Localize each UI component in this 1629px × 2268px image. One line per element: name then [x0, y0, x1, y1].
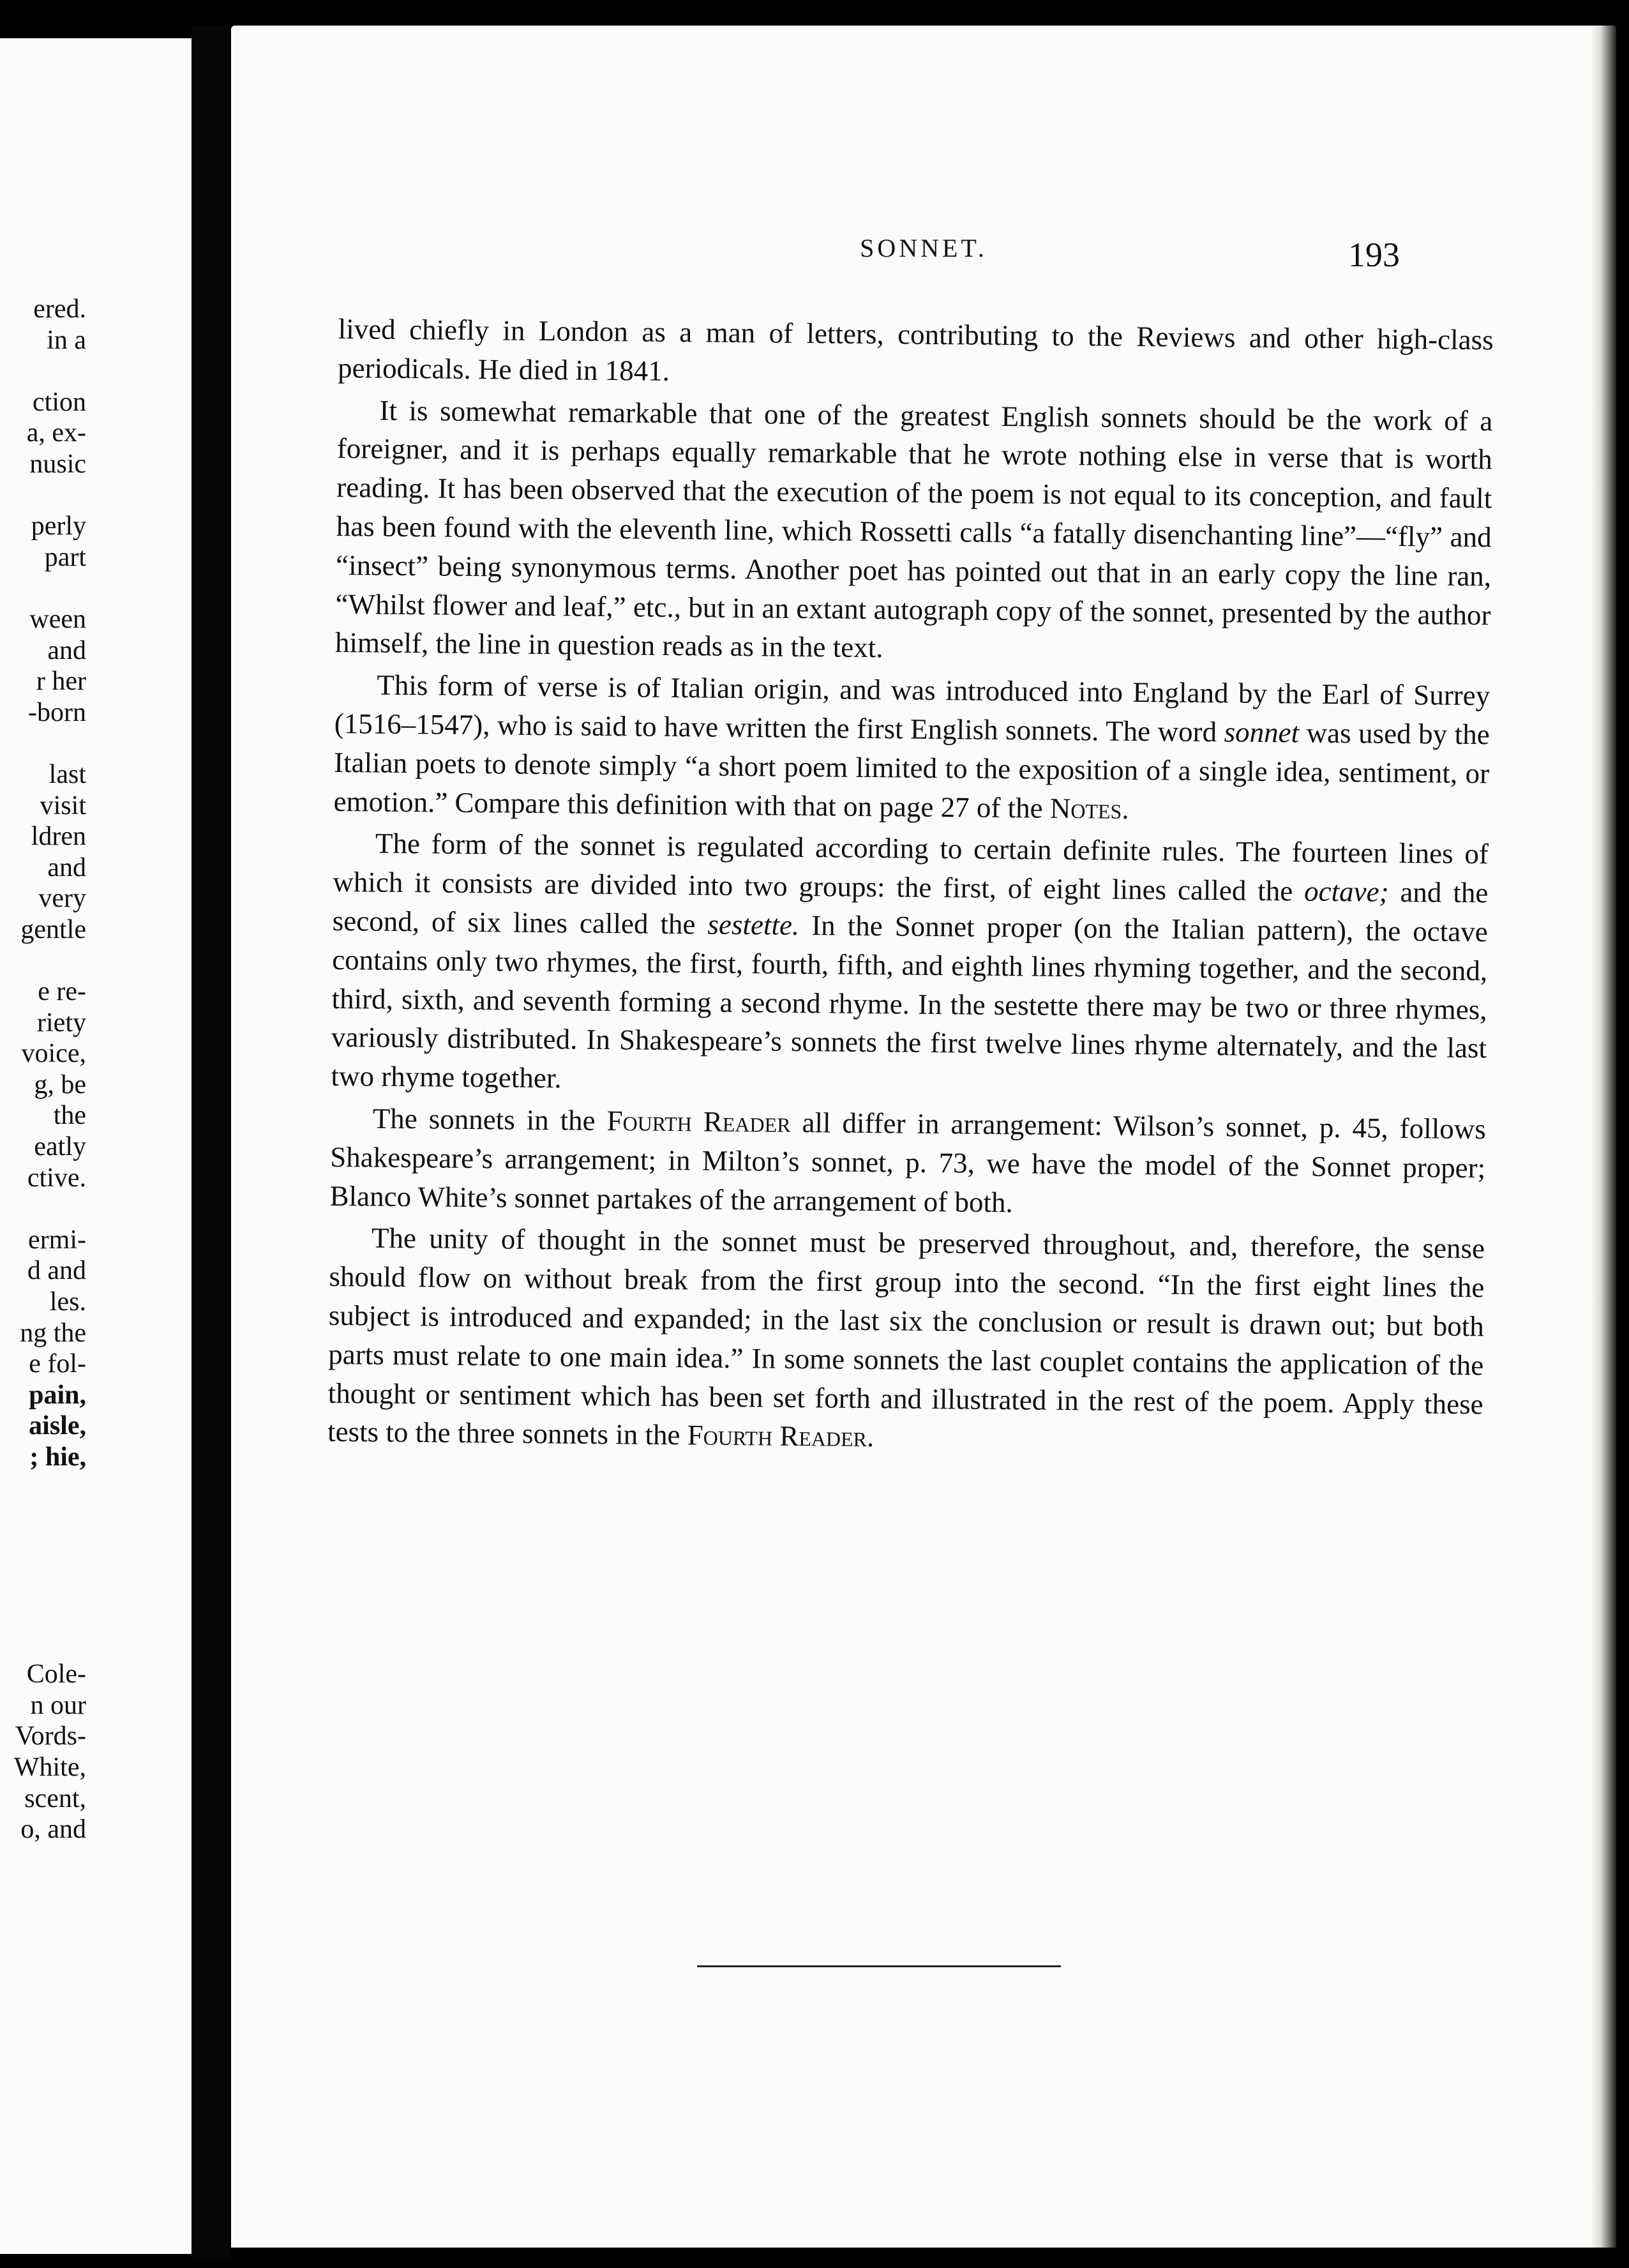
- italic-term: sonnet: [1224, 716, 1300, 749]
- left-page-fragment: ctive.: [27, 1163, 86, 1193]
- left-page-fragment: g, be: [34, 1070, 86, 1100]
- left-page-fragment: ; hie,: [29, 1442, 86, 1472]
- left-page-fragment: [0, 480, 86, 511]
- text-run: all differ in arrangement: Wilson’s sonnet, p. 45, follows Shakespeare’s arrangement; in Milton’s sonnet, p. 73, we have the model of the Sonnet proper; Blanco White’s sonnet partakes of the arrangement of both.: [329, 1106, 1487, 1218]
- left-page-fragment: the: [53, 1101, 86, 1131]
- small-caps-title: Notes: [1049, 792, 1122, 825]
- left-page-fragment: [0, 1628, 86, 1659]
- left-page-fragment: [0, 1535, 86, 1566]
- page-number: 193: [1348, 236, 1400, 274]
- left-page-fragment: -born: [28, 697, 86, 727]
- left-page-fragment: gentle: [20, 914, 86, 944]
- left-page-fragment: voice,: [21, 1039, 86, 1069]
- left-page-fragment: riety: [37, 1008, 86, 1038]
- left-page-fragment: ween: [29, 604, 86, 634]
- body-text: [327, 310, 1494, 1465]
- text-run: In the Sonnet proper (on the Italian pattern), the octave contains only two rhymes, the first, fourth, fifth, and eighth lines rhyming together, and the second, third, sixth, and seventh forming a second rhyme. In the sestette there may be two or three rhymes, variously distributed. In Shakespeare’s sonnets the first twelve lines rhyme alternately, and the last two rhyme together.: [331, 909, 1488, 1094]
- left-page-fragment: n our: [30, 1690, 86, 1720]
- left-page-fragment: [0, 1504, 86, 1535]
- page-edge-shadow: [1591, 26, 1616, 2248]
- left-facing-page: [0, 38, 191, 2254]
- italic-term: sestette.: [707, 908, 800, 941]
- left-page-fragment: [0, 356, 86, 387]
- left-page-fragment: ldren: [31, 822, 86, 852]
- left-page-fragment: pain,: [29, 1380, 86, 1410]
- text-run: .: [1122, 792, 1129, 825]
- left-page-fragment: very: [38, 884, 86, 914]
- text-run: was used by the Italian poets to denote simply “a short poem limited to the exposition of a single idea, sentiment, or emotion.” Compare this definition with that on page 27 of the: [333, 716, 1490, 824]
- left-page-text-fragments: [0, 294, 86, 1845]
- running-head: SONNET.: [860, 234, 987, 262]
- paragraph: [331, 824, 1489, 1107]
- left-page-fragment: [0, 1193, 86, 1225]
- paragraph: [338, 310, 1494, 398]
- left-page-fragment: a, ex-: [26, 418, 86, 448]
- left-page-fragment: part: [44, 542, 86, 572]
- paragraph: [329, 1099, 1486, 1227]
- left-page-fragment: [0, 945, 86, 976]
- text-run: .: [866, 1421, 875, 1453]
- paragraph: [327, 1218, 1485, 1462]
- left-page-fragment: nusic: [29, 449, 86, 479]
- left-page-fragment: o, and: [20, 1815, 86, 1845]
- small-caps-title: Fourth Reader: [687, 1419, 867, 1453]
- left-page-fragment: visit: [40, 790, 86, 820]
- left-page-fragment: [0, 573, 86, 604]
- text-run: The sonnets in the: [372, 1102, 607, 1137]
- left-page-fragment: in a: [47, 325, 86, 355]
- closing-rule: [697, 1965, 1061, 1967]
- left-page-fragment: Vords-: [15, 1721, 86, 1751]
- text-run: This form of verse is of Italian origin, and was introduced into England by the Earl of Surrey (1516–1547), who is said to have written the first English sonnets. The word: [334, 669, 1490, 748]
- book-gutter: [191, 26, 231, 2260]
- left-page-fragment: ermi-: [28, 1225, 86, 1255]
- left-page-fragment: d and: [27, 1256, 86, 1286]
- left-page-fragment: e re-: [38, 977, 86, 1007]
- small-caps-title: Fourth Reader: [606, 1105, 791, 1138]
- paragraph: [333, 665, 1490, 832]
- left-page-fragment: ered.: [33, 294, 86, 324]
- left-page-fragment: Cole-: [26, 1659, 86, 1690]
- left-page-fragment: eatly: [34, 1132, 86, 1162]
- left-page-fragment: les.: [49, 1287, 86, 1317]
- text-run: The unity of thought in the sonnet must be preserved throughout, and, therefore, the sense should flow on without break from the first group into the second. “In the first eight lines the subject is introduced and expanded; in the last six the conclusion or result is drawn out; but both parts must relate to one main idea.” In some sonnets the last couplet contains the application of the thought or sentiment which has been set forth and illustrated in the rest of the poem. Apply these tests to the three sonnets in the: [327, 1221, 1485, 1451]
- left-page-fragment: aisle,: [29, 1411, 86, 1441]
- text-run: It is somewhat remarkable that one of the greatest English sonnets should be the work of a foreigner, and it is perhaps equally remarkable that he wrote nothing else in verse that is worth reading. It has been observed that the execution of the poem is not equal to its conception, and fault has been found with the eleventh line, which Rossetti calls “a fatally disenchanting line”—“fly” and “insect” being synonymous terms. Another poet has pointed out that in an early copy the line ran, “Whilst flower and leaf,” etc., but in an extant autograph copy of the sonnet, presented by the author himself, the line in question reads as in the text.: [334, 394, 1493, 664]
- left-page-fragment: [0, 1597, 86, 1628]
- text-run: and the second, of six lines called the: [332, 875, 1489, 941]
- left-page-fragment: scent,: [24, 1783, 86, 1813]
- left-page-fragment: [0, 1566, 86, 1597]
- left-page-fragment: [0, 728, 86, 759]
- main-page: [231, 26, 1616, 2248]
- italic-term: octave;: [1303, 875, 1389, 908]
- left-page-fragment: and: [47, 852, 86, 882]
- left-page-fragment: perly: [31, 511, 86, 541]
- left-page-fragment: r her: [36, 667, 86, 697]
- paragraph: [335, 391, 1493, 674]
- left-page-fragment: [0, 1473, 86, 1504]
- left-page-fragment: e fol-: [29, 1349, 86, 1379]
- left-page-fragment: and: [47, 635, 86, 665]
- left-page-fragment: last: [49, 759, 86, 789]
- left-page-fragment: White,: [13, 1752, 86, 1782]
- text-run: lived chiefly in London as a man of letters, contributing to the Reviews and other high-class periodicals. He died in 1841.: [337, 312, 1494, 387]
- left-page-fragment: ng the: [20, 1318, 86, 1348]
- left-page-fragment: ction: [33, 387, 86, 417]
- text-run: The form of the sonnet is regulated according to certain definite rules. The fourteen lines of which it consists are divided into two groups: the first, of eight lines called the: [333, 827, 1489, 907]
